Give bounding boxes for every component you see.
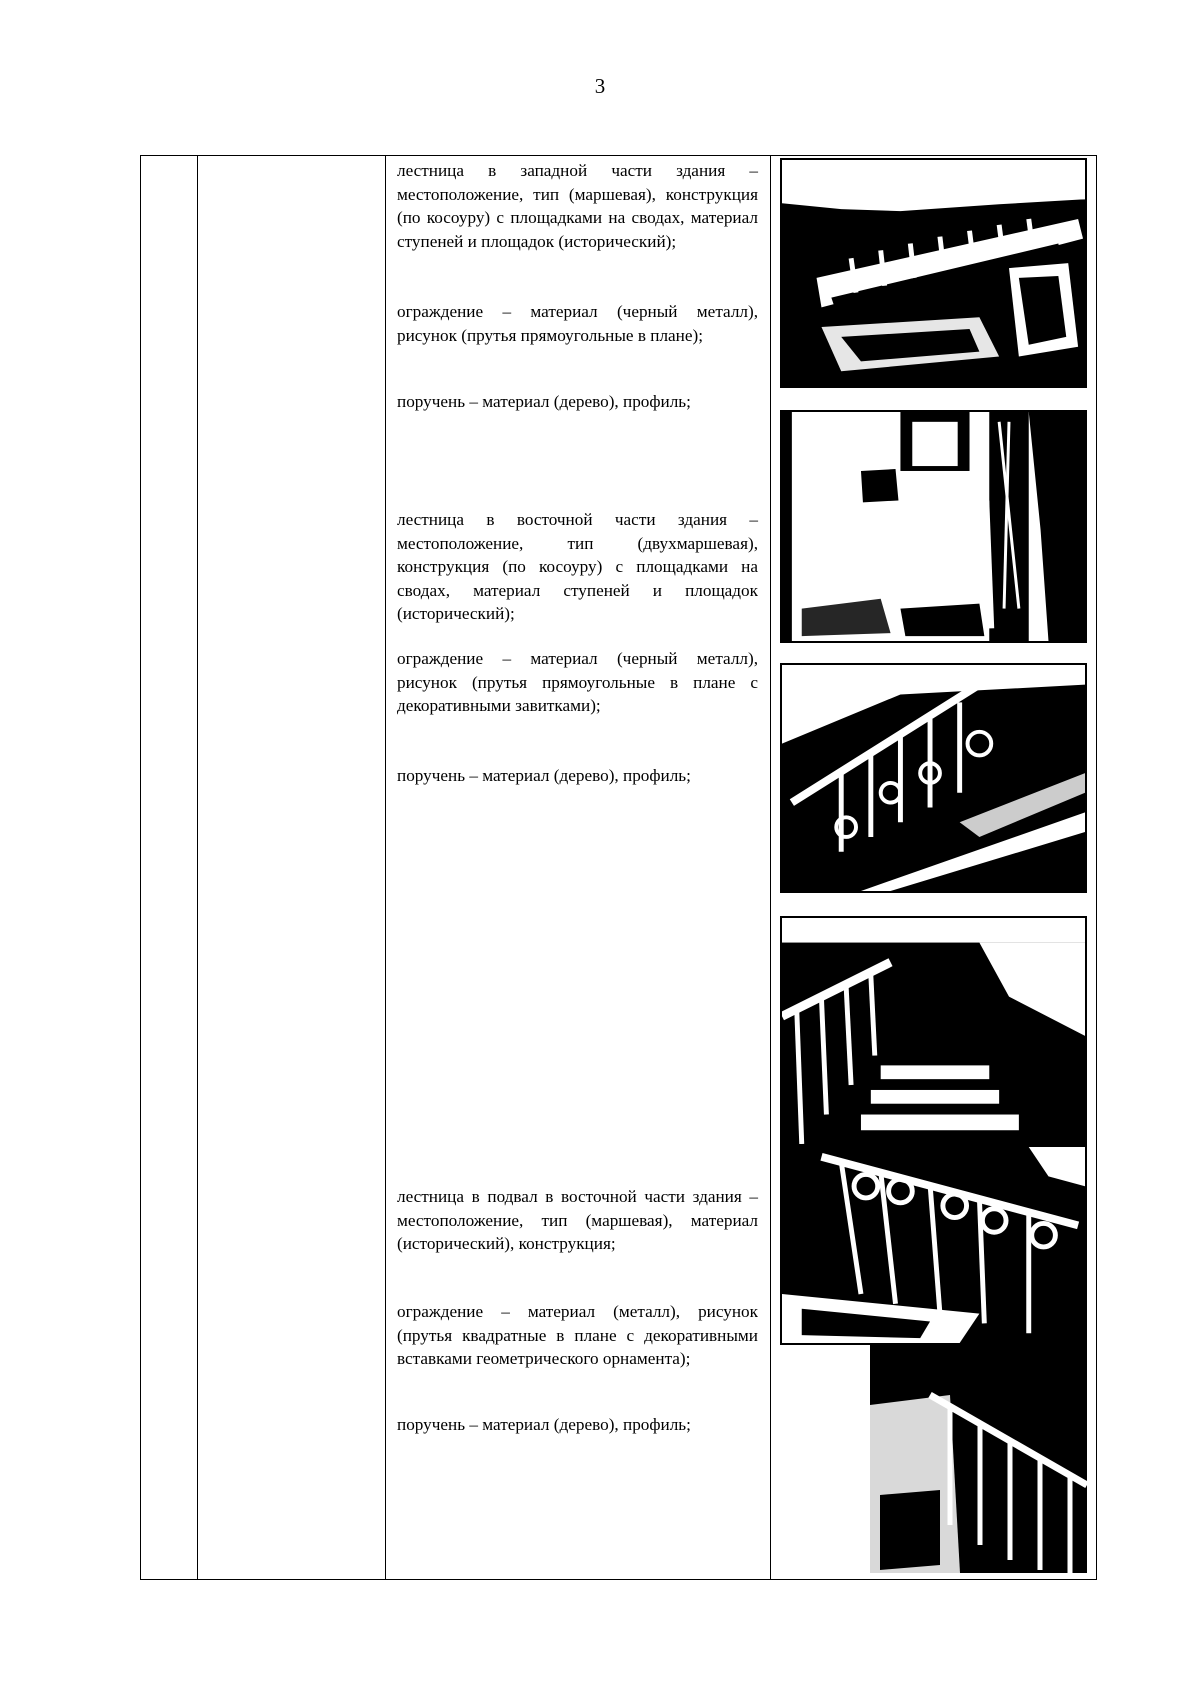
section-east-handrail — [397, 764, 758, 788]
section-basement-handrail — [397, 1413, 758, 1437]
railing-description: ограждение – материал (черный металл), рисунок (прутья прямоугольные в плане с декоративными завитками); — [397, 649, 758, 715]
railing-description: ограждение – материал (черный металл), рисунок (прутья прямоугольные в плане); — [397, 302, 758, 345]
staircase-photo-east-flight — [780, 916, 1087, 1146]
handrail-description: поручень – материал (дерево), профиль; — [397, 1415, 691, 1434]
staircase-description: лестница в западной части здания – местоположение, тип (маршевая), конструкция (по косоуру) с площадками на сводах, материал ступеней и площадок (исторический); — [397, 161, 758, 251]
table-column-divider-1 — [197, 155, 198, 1580]
staircase-photo-east-landing — [780, 410, 1087, 643]
section-west — [397, 159, 758, 253]
table-column-divider-2 — [385, 155, 386, 1580]
staircase-photo-basement — [830, 1345, 1087, 1573]
staircase-photo-west — [780, 158, 1087, 388]
section-basement-railing — [397, 1300, 758, 1371]
section-west-handrail — [397, 390, 758, 414]
section-east — [397, 508, 758, 626]
page-number: 3 — [594, 74, 606, 98]
handrail-description: поручень – материал (дерево), профиль; — [397, 392, 691, 411]
staircase-description: лестница в подвал в восточной части здания – местоположение, тип (маршевая), материал (исторический), конструкция; — [397, 1187, 758, 1253]
staircase-photo-east-railing — [780, 663, 1087, 893]
table-column-divider-3 — [770, 155, 771, 1580]
staircase-description: лестница в восточной части здания – местоположение, тип (двухмаршевая), конструкция (по косоуру) с площадками на сводах, материал ступеней и площадок (исторический); — [397, 510, 758, 623]
railing-description: ограждение – материал (металл), рисунок (прутья квадратные в плане с декоративными вставками геометрического орнамента); — [397, 1302, 758, 1368]
staircase-photo-east-scrolls — [780, 1145, 1087, 1345]
section-west-railing — [397, 300, 758, 347]
section-east-railing — [397, 647, 758, 718]
section-basement — [397, 1185, 758, 1256]
handrail-description: поручень – материал (дерево), профиль; — [397, 766, 691, 785]
